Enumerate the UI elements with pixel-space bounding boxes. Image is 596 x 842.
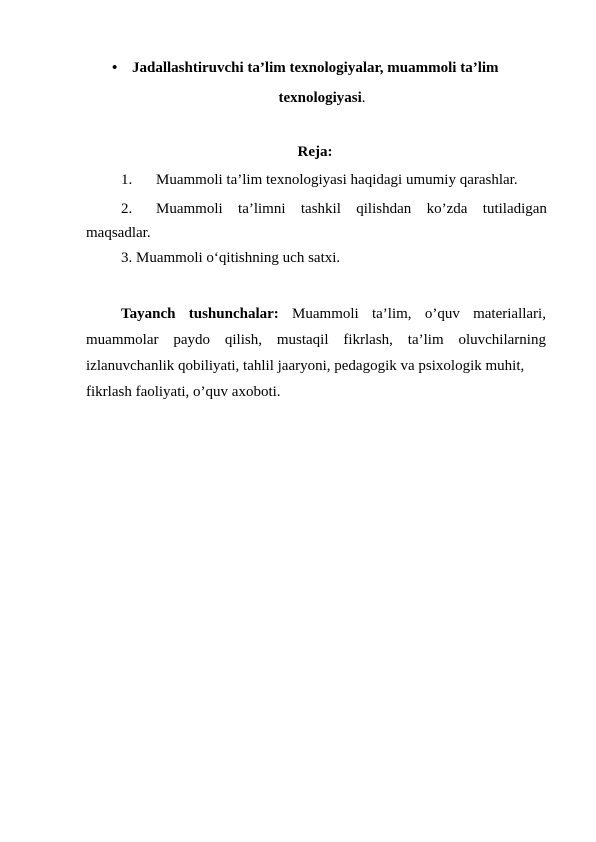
paragraph-line (86, 301, 546, 327)
word: qilishdan (356, 201, 412, 217)
word: ta’lim, (371, 306, 412, 322)
word: tashkil (300, 201, 341, 217)
key-concepts-label-word: Tayanch (121, 306, 176, 322)
title-line-2 (112, 88, 532, 108)
plan-heading: Reja: (297, 144, 333, 160)
key-concepts-label-word: tushunchalar: (188, 306, 279, 322)
word: qilish, (224, 332, 262, 348)
plan-item-3: 3. Muammoli o‘qitishning uch satxi. (121, 250, 341, 266)
plan-item-2-continuation: maqsadlar. (86, 225, 151, 241)
bullet-icon: • (112, 60, 118, 76)
word: Muammoli (156, 201, 223, 217)
title-line-2-period: . (361, 90, 366, 106)
plan-item-number: 1. (121, 172, 133, 188)
title-line-1: Jadallashtiruvchi ta’lim texnologiyalar, muammoli ta’lim (132, 60, 499, 76)
word: muammolar (86, 332, 159, 348)
word: ta’lim (407, 332, 444, 348)
word: materiallari, (473, 306, 546, 322)
word: oluvchilarning (458, 332, 546, 348)
plan-item-number: 2. (121, 201, 133, 217)
word: ko’zda (426, 201, 468, 217)
title-line-2-text: texnologiyasi (278, 90, 362, 106)
plan-item-text (156, 199, 547, 219)
word: fikrlash, (343, 332, 393, 348)
word: ta’limni (238, 201, 286, 217)
key-concepts-paragraph (86, 301, 546, 405)
plan-item-text: Muammoli ta’lim texnologiyasi haqidagi umumiy qarashlar. (156, 172, 518, 188)
word: tutiladigan (482, 201, 547, 217)
paragraph-line: fikrlash faoliyati, o’quv axoboti. (86, 384, 281, 400)
word: Muammoli (292, 306, 359, 322)
word: o’quv (424, 306, 460, 322)
paragraph-line (86, 327, 546, 353)
word: mustaqil (276, 332, 329, 348)
word: paydo (173, 332, 211, 348)
paragraph-line: izlanuvchanlik qobiliyati, tahlil jaaryoni, pedagogik va psixologik muhit, (86, 358, 525, 374)
